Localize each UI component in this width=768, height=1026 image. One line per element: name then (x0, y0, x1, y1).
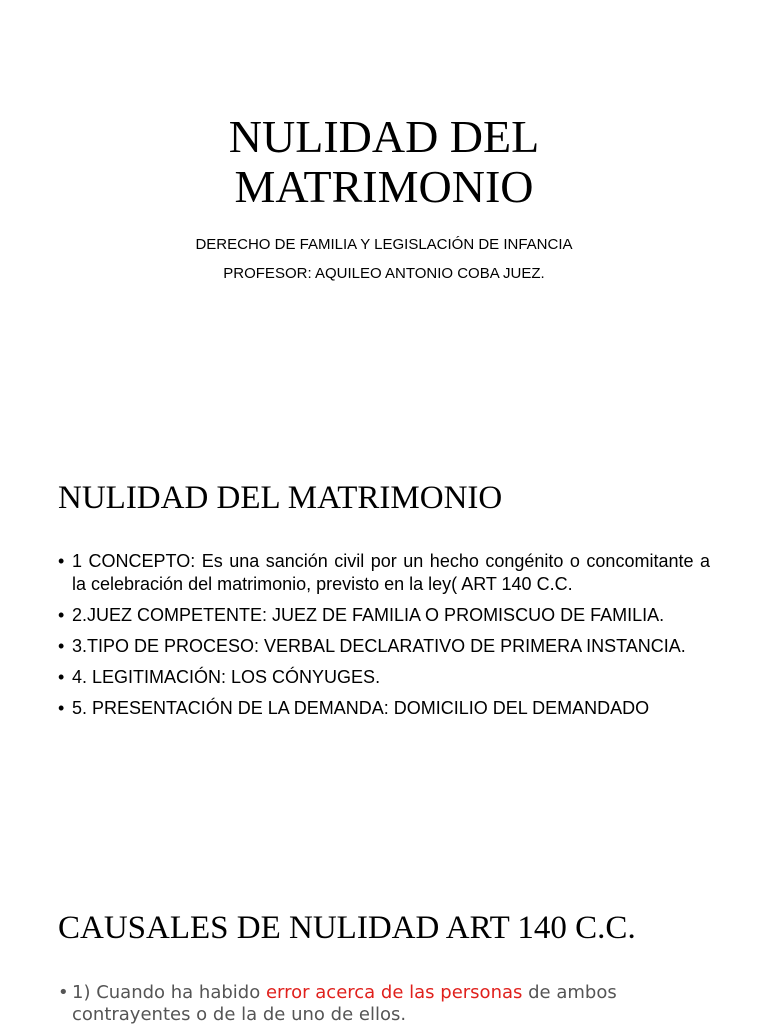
bullet-filing: • 5. PRESENTACIÓN DE LA DEMANDA: DOMICILIO DEL DEMANDADO (58, 697, 710, 720)
bullet-process-type: • 3.TIPO DE PROCESO: VERBAL DECLARATIVO DE PRIMERA INSTANCIA. (58, 635, 710, 658)
presentation-title (0, 112, 768, 212)
presentation-subtitle (0, 230, 768, 288)
cause-1-text-end: de ambos contrayentes o de la de uno de ellos. (72, 982, 617, 1025)
cause-1-highlight: error acerca de las personas (265, 982, 523, 1003)
bullet-legitimation: • 4. LEGITIMACIÓN: LOS CÓNYUGES. (58, 666, 710, 689)
slide-2-bullet-list (58, 550, 710, 728)
slide-3-bullet-list (58, 982, 710, 1026)
slide-3-heading: CAUSALES DE NULIDAD ART 140 C.C. (58, 910, 636, 946)
slide-2-heading: NULIDAD DEL MATRIMONIO (58, 480, 503, 516)
bullet-cause-1 (58, 982, 710, 1026)
slide-title (0, 0, 768, 430)
title-line-2: MATRIMONIO (234, 161, 534, 212)
cause-1-text-start: 1) Cuando ha habido (72, 982, 266, 1003)
subtitle-course: DERECHO DE FAMILIA Y LEGISLACIÓN DE INFANCIA (195, 236, 573, 253)
subtitle-professor: PROFESOR: AQUILEO ANTONIO COBA JUEZ. (223, 265, 545, 282)
bullet-concept: • 1 CONCEPTO: Es una sanción civil por un hecho congénito o concomitante a la celebración del matrimonio, previsto en la ley( ART 140 C.C. (58, 550, 710, 596)
title-line-1: NULIDAD DEL (228, 111, 540, 162)
bullet-competent-judge: • 2.JUEZ COMPETENTE: JUEZ DE FAMILIA O PROMISCUO DE FAMILIA. (58, 604, 710, 627)
